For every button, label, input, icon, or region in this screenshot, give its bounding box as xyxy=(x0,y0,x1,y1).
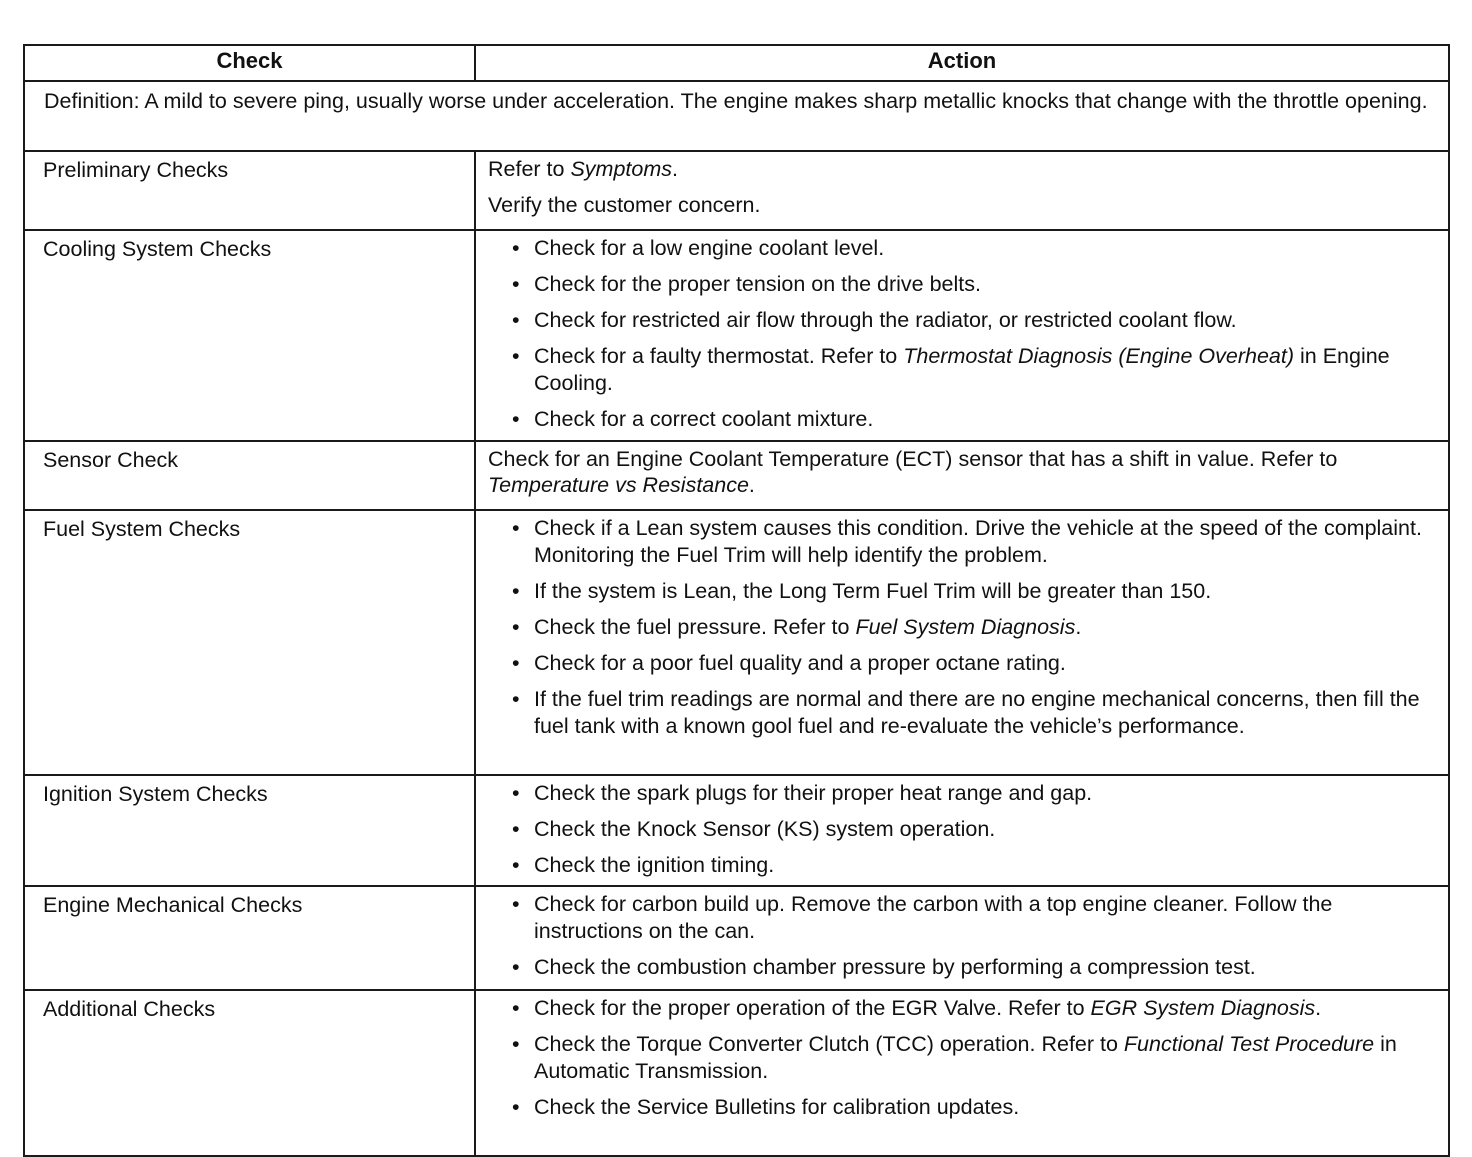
definition-text: Definition: A mild to severe ping, usually worse under acceleration. The engine makes sharp metallic knocks that change with the throttle opening. xyxy=(24,81,1449,151)
bullet-icon: • xyxy=(512,687,520,711)
text-run: Check for a poor fuel quality and a proper octane rating. xyxy=(534,651,1066,675)
check-cell: Sensor Check xyxy=(24,441,475,510)
reference-link-text: Thermostat Diagnosis (Engine Overheat) xyxy=(903,344,1295,368)
table-row-fuel-system-checks xyxy=(24,510,1449,775)
text-run: Check for an Engine Coolant Temperature (ECT) sensor that has a shift in value. Refer to xyxy=(488,447,1338,471)
list-item xyxy=(488,1031,1434,1085)
action-cell xyxy=(475,441,1449,510)
action-bullet-list xyxy=(488,515,1434,740)
list-item xyxy=(488,271,1434,298)
text-run: Refer to xyxy=(488,157,571,181)
bullet-icon: • xyxy=(512,1095,520,1119)
diagnostic-table xyxy=(23,44,1450,1157)
definition-row xyxy=(24,81,1449,151)
table-row-additional-checks xyxy=(24,990,1449,1156)
bullet-icon: • xyxy=(512,817,520,841)
check-cell: Preliminary Checks xyxy=(24,151,475,230)
text-run: . xyxy=(1075,615,1082,639)
action-cell xyxy=(475,990,1449,1156)
text-run: Check the Service Bulletins for calibration updates. xyxy=(534,1095,1020,1119)
list-item xyxy=(488,686,1434,740)
column-header-action: Action xyxy=(475,45,1449,81)
text-run: Check for a correct coolant mixture. xyxy=(534,407,874,431)
bullet-icon: • xyxy=(512,407,520,431)
table-row-sensor-check xyxy=(24,441,1449,510)
list-item xyxy=(488,852,1434,879)
text-run: Check the combustion chamber pressure by performing a compression test. xyxy=(534,955,1256,979)
bullet-icon: • xyxy=(512,1032,520,1056)
bullet-icon: • xyxy=(512,996,520,1020)
reference-link-text: Symptoms xyxy=(570,157,673,181)
text-run: Check for the proper tension on the drive belts. xyxy=(534,272,981,296)
action-paragraph xyxy=(488,192,1434,218)
bullet-icon: • xyxy=(512,272,520,296)
list-item xyxy=(488,614,1434,641)
bullet-icon: • xyxy=(512,516,520,540)
text-run: Check the fuel pressure. Refer to xyxy=(534,615,856,639)
text-run: Check the Torque Converter Clutch (TCC) operation. Refer to xyxy=(534,1032,1124,1056)
action-bullet-list xyxy=(488,235,1434,433)
text-run: Verify the customer concern. xyxy=(488,193,761,217)
text-run: . xyxy=(748,473,755,497)
action-cell xyxy=(475,510,1449,775)
bullet-icon: • xyxy=(512,853,520,877)
reference-link-text: EGR System Diagnosis xyxy=(1090,996,1316,1020)
reference-link-text: Fuel System Diagnosis xyxy=(855,615,1076,639)
reference-link-text: Functional Test Procedure xyxy=(1123,1032,1375,1056)
bullet-icon: • xyxy=(512,651,520,675)
list-item xyxy=(488,343,1434,397)
list-item xyxy=(488,650,1434,677)
text-run: in Engine Cooling. xyxy=(534,344,1390,395)
action-cell xyxy=(475,775,1449,886)
list-item xyxy=(488,780,1434,807)
text-run: . xyxy=(1315,996,1322,1020)
bullet-icon: • xyxy=(512,892,520,916)
action-cell xyxy=(475,151,1449,230)
list-item xyxy=(488,1094,1434,1121)
bullet-icon: • xyxy=(512,781,520,805)
bullet-icon: • xyxy=(512,615,520,639)
check-cell: Engine Mechanical Checks xyxy=(24,886,475,990)
table-row-ignition-system-checks xyxy=(24,775,1449,886)
action-paragraph xyxy=(488,156,1434,182)
check-cell: Fuel System Checks xyxy=(24,510,475,775)
bullet-icon: • xyxy=(512,955,520,979)
reference-link-text: Temperature vs Resistance xyxy=(488,473,749,497)
text-run: Check for carbon build up. Remove the carbon with a top engine cleaner. Follow the instructions on the can. xyxy=(534,892,1333,943)
list-item xyxy=(488,816,1434,843)
text-run: Check for restricted air flow through the radiator, or restricted coolant flow. xyxy=(534,308,1237,332)
check-cell: Ignition System Checks xyxy=(24,775,475,886)
action-bullet-list xyxy=(488,780,1434,879)
bullet-icon: • xyxy=(512,236,520,260)
action-bullet-list xyxy=(488,891,1434,981)
table-row-preliminary-checks xyxy=(24,151,1449,230)
header-row xyxy=(24,45,1449,81)
check-cell: Additional Checks xyxy=(24,990,475,1156)
text-run: Check the Knock Sensor (KS) system operation. xyxy=(534,817,996,841)
action-bullet-list xyxy=(488,995,1434,1121)
text-run: Check for a low engine coolant level. xyxy=(534,236,885,260)
bullet-icon: • xyxy=(512,579,520,603)
list-item xyxy=(488,891,1434,945)
action-cell xyxy=(475,230,1449,441)
check-cell: Cooling System Checks xyxy=(24,230,475,441)
text-run: Check if a Lean system causes this condition. Drive the vehicle at the speed of the complaint. Monitoring the Fuel Trim will help identify the problem. xyxy=(534,516,1422,567)
list-item xyxy=(488,995,1434,1022)
column-header-check: Check xyxy=(24,45,475,81)
action-cell xyxy=(475,886,1449,990)
list-item xyxy=(488,406,1434,433)
list-item xyxy=(488,954,1434,981)
text-run: . xyxy=(672,157,678,181)
list-item xyxy=(488,578,1434,605)
bullet-icon: • xyxy=(512,308,520,332)
text-run: Check for a faulty thermostat. Refer to xyxy=(534,344,904,368)
list-item xyxy=(488,307,1434,334)
text-run: Check for the proper operation of the EGR Valve. Refer to xyxy=(534,996,1091,1020)
text-run: If the fuel trim readings are normal and there are no engine mechanical concerns, then fill the fuel tank with a known gool fuel and re-evaluate the vehicle’s performance. xyxy=(534,687,1420,738)
list-item xyxy=(488,515,1434,569)
text-run: Check the ignition timing. xyxy=(534,853,775,877)
table-row-engine-mechanical-checks xyxy=(24,886,1449,990)
table-row-cooling-system-checks xyxy=(24,230,1449,441)
text-run: Check the spark plugs for their proper heat range and gap. xyxy=(534,781,1093,805)
list-item xyxy=(488,235,1434,262)
action-paragraph xyxy=(488,446,1434,498)
bullet-icon: • xyxy=(512,344,520,368)
text-run: in Automatic Transmission. xyxy=(534,1032,1397,1083)
text-run: If the system is Lean, the Long Term Fuel Trim will be greater than 150. xyxy=(534,579,1212,603)
